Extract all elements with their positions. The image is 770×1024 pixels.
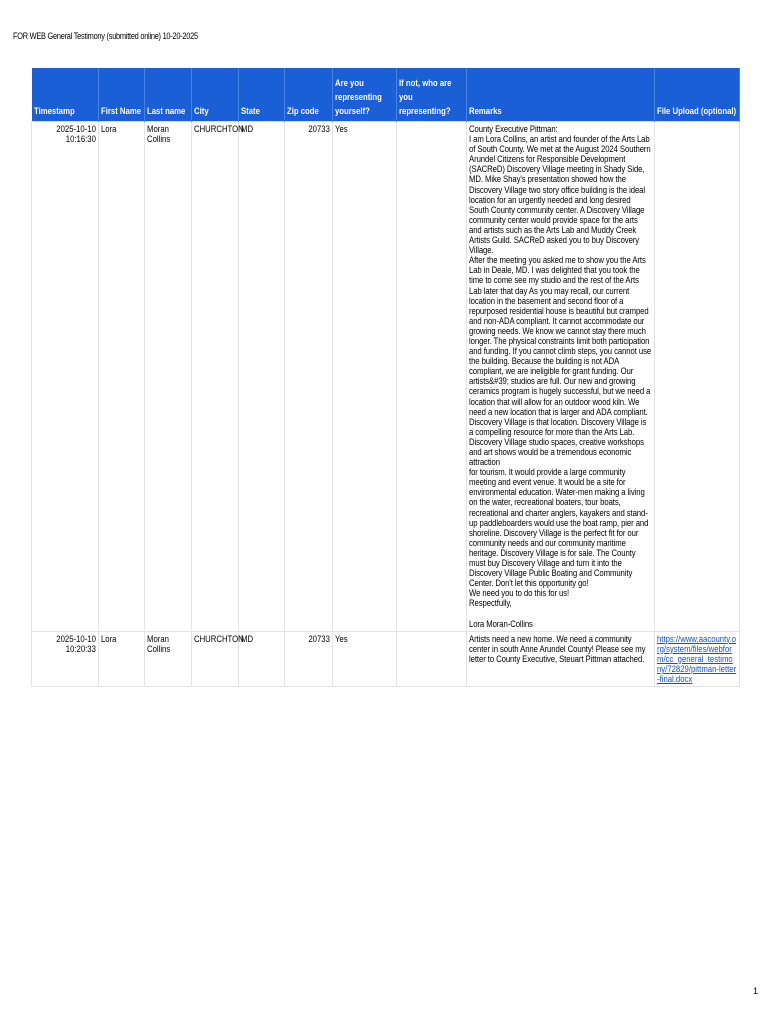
cell-last-name: Moran Collins xyxy=(145,631,192,686)
header-row xyxy=(32,68,740,122)
column-header-city: City xyxy=(192,68,239,122)
column-header-state: State xyxy=(239,68,285,122)
file-upload-link[interactable]: https://www.aacounty.org/system/files/webform/cc_general_testimony/72829/pittman-letter-final.docx xyxy=(657,633,737,685)
cell-last-name: Moran Collins xyxy=(145,122,192,632)
document-title: FOR WEB General Testimony (submitted online) 10-20-2025 xyxy=(13,31,198,41)
cell-state: MD xyxy=(239,122,285,632)
cell-zip-code: 20733 xyxy=(285,631,333,686)
cell-remarks: County Executive Pittman: I am Lora Collins, an artist and founder of the Arts Lab of South County. We met at the August 2024 Southern Arundel Citizens for Responsible Development (SACReD) Discovery Village meeting in Shady Side, MD. Mike Shay's presentation showed how the Discovery Village two story office building is the ideal location for an urgently needed and long desired South County community center. A Discovery Village community center would provide space for the arts and artists such as the Arts Lab and Muddy Creek Artists Guild. SACReD asked you to buy Discovery Village. After the meeting you asked me to show you the Arts Lab in Deale, MD. I was delighted that you took the time to come see my studio and the rest of the Arts Lab later that day As you may recall, our current location in the basement and second floor of a repurposed residential house is beautiful but cramped and non-ADA compliant. It cannot accommodate our growing needs. We know we cannot stay there much longer. The physical constraints limit both participation and funding. If you cannot climb steps, you cannot use the building. Because the building is not ADA compliant, we are ineligible for grant funding. Our artists&#39; studios are full. Our new and growing ceramics program is hugely successful, but we need a location that will allow for an outdoor wood kiln. We need a new location that is larger and ADA compliant. Discovery Village is that location. Discovery Village is a compelling resource for more than the Arts Lab. Discovery Village studio spaces, creative workshops and art shows would be a tremendous economic attraction for tourism. It would provide a large community meeting and event venue. It would be a site for environmental education. Water-men making a living on the water, recreational boaters, tour boats, recreational and charter anglers, kayakers and stand-up paddleboarders would use the boat ramp, pier and shoreline. Discovery Village is the perfect fit for our community needs and our community maritime heritage. Discovery Village is for sale. The County must buy Discovery Village and turn it into the Discovery Village Public Boating and Community Center. Don't let this opportunity go! We need you to do this for us! Respectfully, Lora Moran-Collins xyxy=(467,122,655,632)
cell-city: CHURCHTON xyxy=(192,122,239,632)
cell-timestamp: 2025-10-10 10:16:30 xyxy=(32,122,99,632)
testimony-table xyxy=(31,68,740,687)
cell-file-upload[interactable] xyxy=(655,631,740,686)
cell-city: CHURCHTON xyxy=(192,631,239,686)
cell-remarks: Artists need a new home. We need a community center in south Anne Arundel County! Please see my letter to County Executive, Steuart Pittman attached. xyxy=(467,631,655,686)
column-header-timestamp: Timestamp xyxy=(32,68,99,122)
cell-representing-who xyxy=(397,631,467,686)
cell-representing-yourself: Yes xyxy=(333,631,397,686)
column-header-zip-code: Zip code xyxy=(285,68,333,122)
cell-first-name: Lora xyxy=(99,631,145,686)
column-header-last-name: Last name xyxy=(145,68,192,122)
cell-state: MD xyxy=(239,631,285,686)
column-header-file-upload: File Upload (optional) xyxy=(655,68,740,122)
cell-representing-yourself: Yes xyxy=(333,122,397,632)
column-header-remarks: Remarks xyxy=(467,68,655,122)
page-number: 1 xyxy=(753,986,759,996)
column-header-first-name: First Name xyxy=(99,68,145,122)
column-header-representing-yourself: Are you representing yourself? xyxy=(333,68,397,122)
cell-file-upload xyxy=(655,122,740,632)
table-row xyxy=(32,631,740,686)
cell-representing-who xyxy=(397,122,467,632)
column-header-representing-who: If not, who are you representing? xyxy=(397,68,467,122)
cell-first-name: Lora xyxy=(99,122,145,632)
cell-timestamp: 2025-10-10 10:20:33 xyxy=(32,631,99,686)
cell-zip-code: 20733 xyxy=(285,122,333,632)
table-row xyxy=(32,122,740,632)
